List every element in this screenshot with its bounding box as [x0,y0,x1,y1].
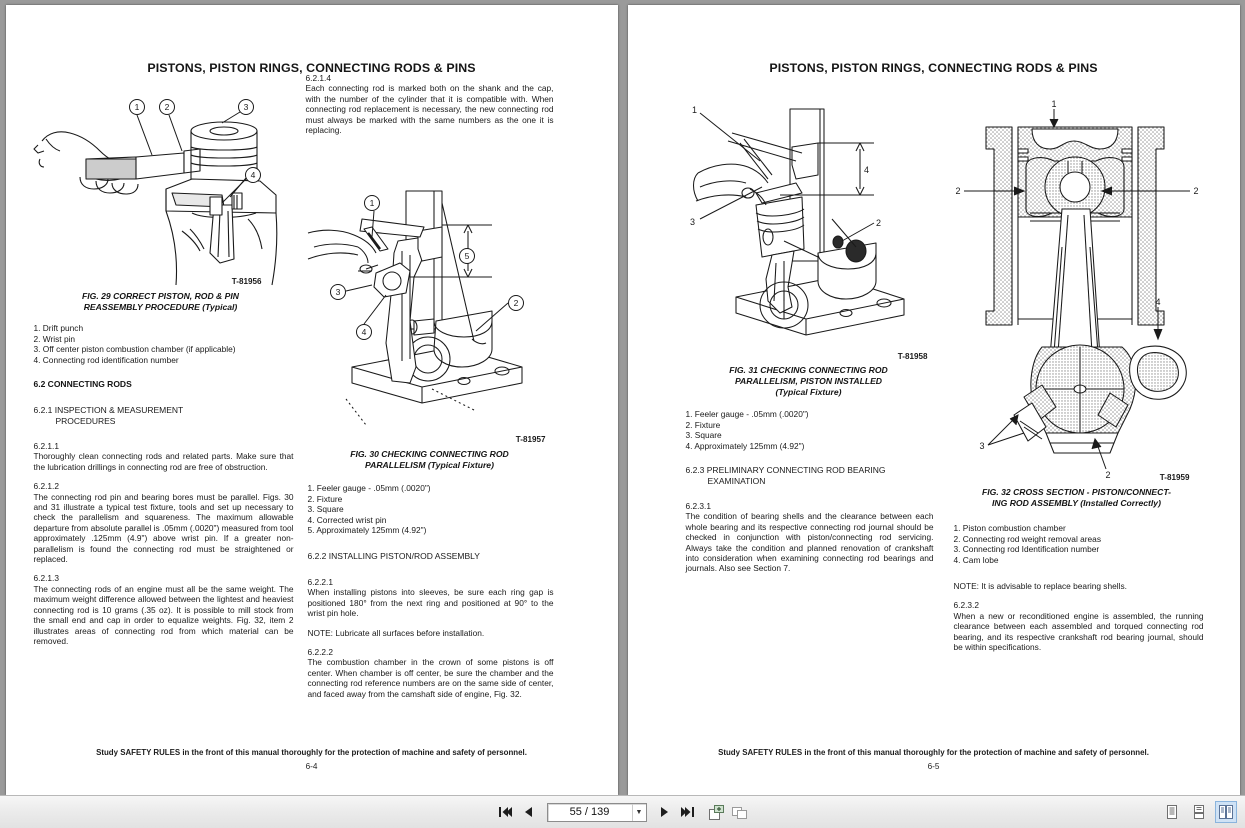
figure-32-legend [954,523,1204,565]
figure-31-callout-1: 1 [691,105,697,115]
toolbar-navigation-group [0,796,1245,828]
figure-32-caption-line1: FIG. 32 CROSS SECTION - PISTON/CONNECT- [982,487,1171,497]
figure-31-legend-item-1: 1. Feeler gauge - .05mm (.0020") [685,409,809,419]
figure-30-legend-item-3: 3. Square [307,504,344,515]
figure-32-legend-item-4: 4. Cam lobe [953,554,999,565]
figure-31-code: T-81958 [897,352,928,361]
figure-32-caption-line2: ING ROD ASSEMBLY (Installed Correctly) [992,498,1161,508]
section-6-2-1-heading [34,405,294,426]
next-page-icon[interactable] [655,801,675,823]
figure-32-legend-item-2: 2. Connecting rod weight removal areas [953,533,1101,544]
page-number-field[interactable] [547,803,647,822]
figure-29-legend-item-3: 3. Off center piston combustion chamber (if applicable) [33,344,236,355]
para-6-2-1-3-number: 6.2.1.3 [33,573,60,584]
figure-32-legend-item-1: 1. Piston combustion chamber [953,523,1066,533]
para-6-2-2-2-text: The combustion chamber in the crown of some pistons is off center. When chamber is off center, be sure the chamber and the connecting rod reference numbers are on the same side of center, and faced away from the camshaft side of engine, Fig. 32. [307,657,554,699]
figure-29-code: T-81956 [231,277,262,286]
section-6-2-3-heading-line2: EXAMINATION [707,475,766,486]
previous-page-icon[interactable] [519,801,539,823]
figure-30-legend-item-2: 2. Fixture [307,493,343,504]
figure-32-callout-2-right: 2 [1192,186,1199,196]
para-6-2-1-1-text: Thoroughly clean connecting rods and related parts. Make sure that the lubrication drillings in connecting rod are free of obstruction. [33,451,294,472]
note-6-2-3: NOTE: It is advisable to replace bearing shells. [953,581,1127,591]
figure-29-illustration [24,93,304,288]
figure-31-legend [686,409,934,451]
figure-32-callout-3: 3 [978,441,985,451]
figure-31-callout-4: 4 [863,165,869,175]
figure-29-caption-line1: FIG. 29 CORRECT PISTON, ROD & PIN [82,291,239,301]
figure-29-callout-4: 4 [250,170,255,180]
figure-32-legend-item-3: 3. Connecting rod Identification number [953,544,1100,555]
page-number-input[interactable] [548,806,632,818]
figure-30-caption-line2: PARALLELISM (Typical Fixture) [365,460,494,470]
right-column-body [308,577,554,708]
figure-31-caption-line1: FIG. 31 CHECKING CONNECTING ROD [729,365,888,375]
single-page-view-icon[interactable] [1161,801,1183,823]
para-6-2-3-2-number: 6.2.3.2 [953,600,980,611]
figure-30-illustration [306,181,558,427]
figure-30-code: T-81957 [515,435,546,444]
figure-30-legend [308,483,554,536]
section-6-2-2-heading: 6.2.2 INSTALLING PISTON/ROD ASSEMBLY [307,551,480,561]
figure-32-illustration [950,97,1204,479]
figure-30-callout-4: 4 [361,327,366,337]
figure-32-callout-4: 4 [1154,297,1161,307]
figure-29-legend-item-1: 1. Drift punch [33,323,84,333]
para-6-2-2-1-number: 6.2.2.1 [307,577,334,587]
para-6-2-1-4-text: Each connecting rod is marked both on the shank and the cap, with the number of the cylinder that it is compatible with. When connecting rod replacement is necessary, the new connecting rod must always be marked with the same numbers as the one it is replacing. [305,83,554,136]
figure-32-callout-2-left: 2 [954,186,961,196]
para-6-2-1-2-text: The connecting rod pin and bearing bores must be parallel. Figs. 30 and 31 illustrate a typical test fixture, tools and set up necessary to check the parallelism and squareness. The maximum allowable departure from absolute parallel is .05mm (.0020") measured from tool approximately .125mm (4.9") above wrist pin. If a greater non-parallelism is found the connecting rod must be straightened or replaced. [33,491,294,565]
page-left-footer-note: Study SAFETY RULES in the front of this manual thoroughly for the protection of machine and safety of personnel. [96,748,527,757]
figure-32-callout-2-bottom: 2 [1104,470,1111,479]
figure-30-callout-3: 3 [335,287,340,297]
figure-31-callout-3: 3 [689,217,695,227]
para-6-2-3-1-text: The condition of bearing shells and the clearance between each whole bearing and its respective connecting rod journal should be checked in conjunction with piston/connecting rod servicing. Always take the condition and planned renovation of crankshaft into consideration when examining connecting rod bearings and journals. Also see Section 7. [685,511,934,574]
left-column-body [34,441,294,655]
figure-31-callout-2: 2 [875,218,881,228]
right-column-top [306,73,554,144]
page-left[interactable] [6,5,618,795]
figure-31-legend-item-2: 2. Fixture [685,419,721,430]
figure-29-callout-2: 2 [164,102,169,112]
figure-30-legend-item-4: 4. Corrected wrist pin [307,514,387,525]
viewer-toolbar [0,795,1245,828]
page-right-footer-note: Study SAFETY RULES in the front of this manual thoroughly for the protection of machine and safety of personnel. [718,748,1149,757]
figure-30-legend-item-5: 5. Approximately 125mm (4.92") [307,525,427,536]
facing-pages-view-icon[interactable] [1215,801,1237,823]
section-6-2-1-heading-line1: 6.2.1 INSPECTION & MEASUREMENT [33,405,184,415]
figure-31-caption-line2: PARALLELISM, PISTON INSTALLED [734,376,883,386]
page-title: PISTONS, PISTON RINGS, CONNECTING RODS & PINS [147,61,476,75]
figure-29-caption-line2: REASSEMBLY PROCEDURE (Typical) [83,302,238,312]
right-page-right-column [954,581,1204,661]
figure-29-callout-1: 1 [134,102,139,112]
section-6-2-1-heading-line2: PROCEDURES [55,415,116,426]
figure-30-callout-1: 1 [369,198,374,208]
para-6-2-1-2-number: 6.2.1.2 [33,481,60,492]
last-page-icon[interactable] [678,801,698,823]
section-6-2-heading: 6.2 CONNECTING RODS [33,379,132,389]
para-6-2-1-4-number: 6.2.1.4 [305,73,332,83]
figure-29-legend-item-4: 4. Connecting rod identification number [33,354,179,365]
para-6-2-1-1-number: 6.2.1.1 [33,441,60,451]
para-6-2-3-1-number: 6.2.3.1 [685,501,712,511]
figure-29-callout-3: 3 [243,102,248,112]
page-left-footer-number: 6-4 [305,762,318,771]
note-6-2-2-1: NOTE: Lubricate all surfaces before installation. [307,627,485,638]
figure-30-callout-2: 2 [513,298,518,308]
figure-30-legend-item-1: 1. Feeler gauge - .05mm (.0020") [307,483,431,493]
para-6-2-1-3-text: The connecting rods of an engine must all be the same weight. The maximum weight difference allowed between the lightest and heaviest connecting rod is 10 grams (.35 oz). It is possible to mill stock from the small end and cap in order to equalize weights. Fig. 32, item 2 illustrates areas of connecting rod from which material can be removed. [33,583,294,646]
page-title: PISTONS, PISTON RINGS, CONNECTING RODS & PINS [769,61,1098,75]
figure-32-code: T-81959 [1159,473,1190,482]
section-6-2-3-heading [686,465,936,486]
figure-31-illustration [684,101,934,351]
figure-29-legend [34,323,304,365]
para-6-2-3-2-text: When a new or reconditioned engine is assembled, the running clearance between each assembled and torqued connecting rod bearing, and its respective crankshaft rod bearing journal, should be within specifications. [953,610,1204,653]
toolbar-view-modes [1161,796,1237,828]
figure-29-legend-item-2: 2. Wrist pin [33,333,76,344]
figure-31-legend-item-4: 4. Approximately 125mm (4.92") [685,440,805,451]
para-6-2-2-2-number: 6.2.2.2 [307,647,334,658]
para-6-2-2-1-text: When installing pistons into sleeves, be sure each ring gap is positioned 180° from the next ring and positioned at 90° to the wrist pin hole. [307,587,554,619]
figure-30-caption-line1: FIG. 30 CHECKING CONNECTING ROD [350,449,509,459]
first-page-icon[interactable] [496,801,516,823]
page-right[interactable] [628,5,1240,795]
figure-31-caption-line3: (Typical Fixture) [775,387,842,397]
figure-32-callout-1: 1 [1050,99,1057,109]
figure-31-legend-item-3: 3. Square [685,430,722,441]
duplicate-page-icon[interactable] [730,801,750,823]
continuous-view-icon[interactable] [1188,801,1210,823]
insert-page-icon[interactable] [707,801,727,823]
right-page-left-column [686,501,934,583]
figure-30-callout-5: 5 [464,251,469,261]
section-6-2-3-heading-line1: 6.2.3 PRELIMINARY CONNECTING ROD BEARING [685,465,886,475]
page-right-footer-number: 6-5 [927,762,940,771]
chevron-down-icon[interactable]: ▼ [632,804,646,821]
